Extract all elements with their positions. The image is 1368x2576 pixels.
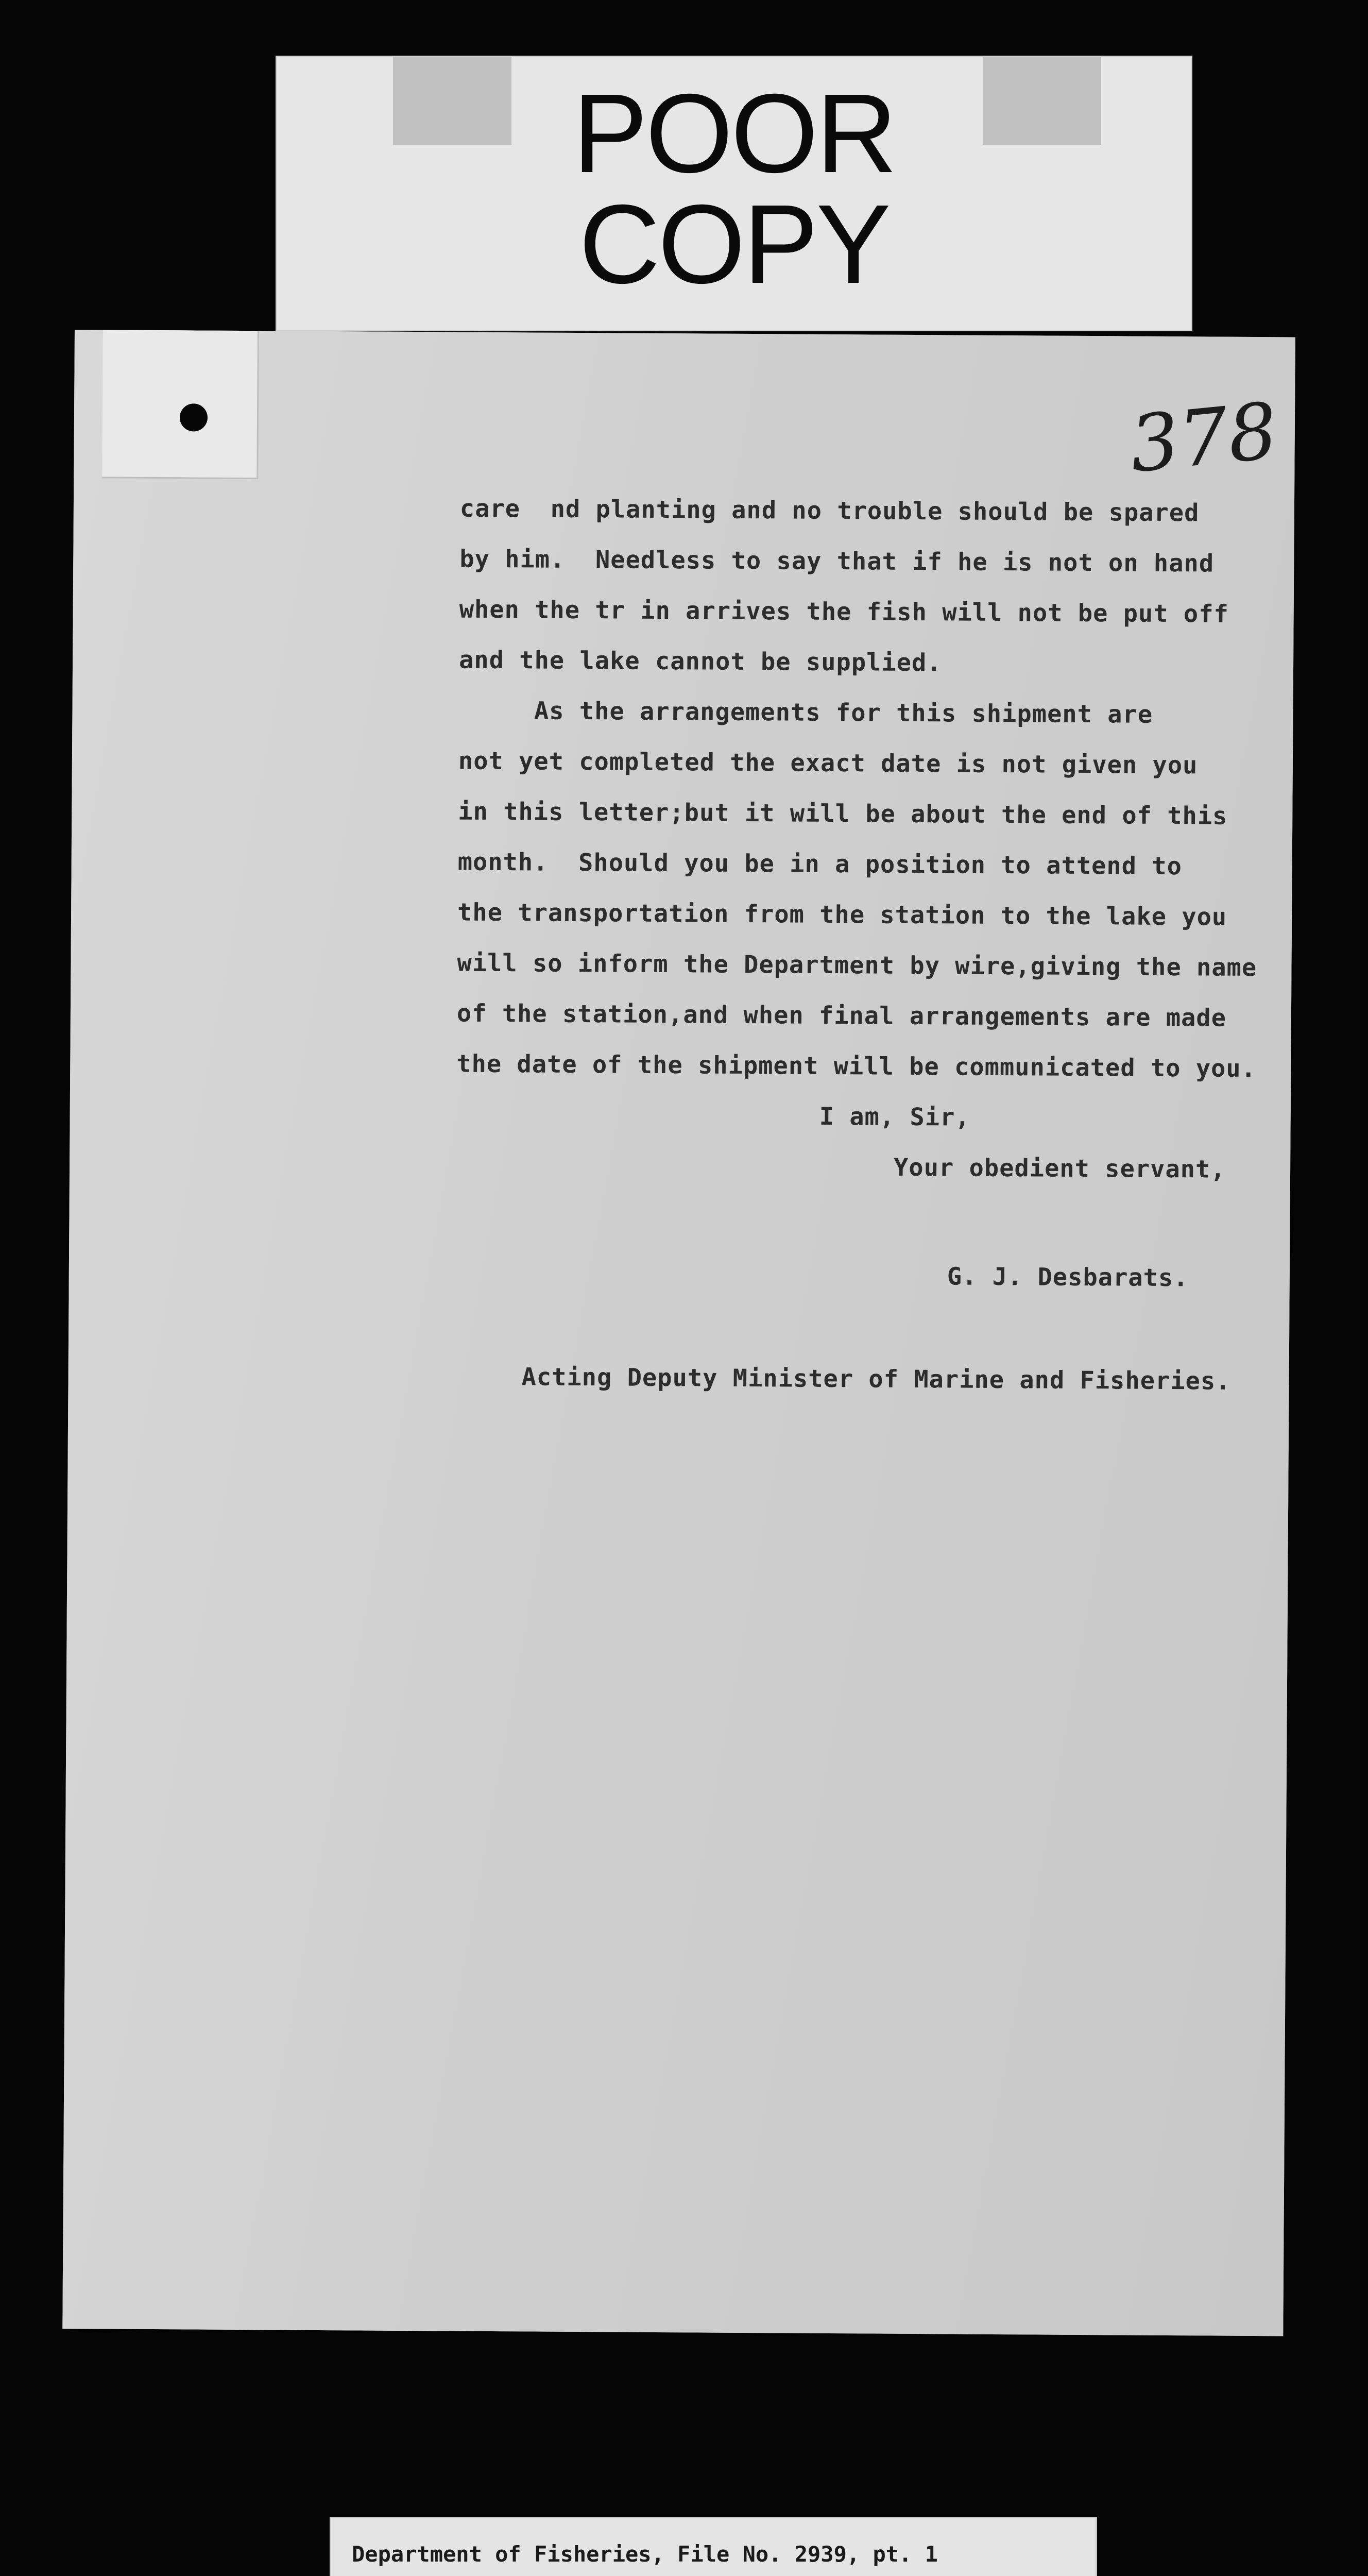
letter-closing: I am, Sir, xyxy=(819,1102,970,1132)
letter-line: the date of the shipment will be communicated to you. xyxy=(456,1049,1257,1083)
poor-copy-line-2: COPY xyxy=(579,182,889,307)
punch-hole xyxy=(180,403,208,431)
letter-line: care nd planting and no trouble should be spared xyxy=(459,494,1200,528)
folio-number: 378 xyxy=(1125,386,1281,490)
letter-page xyxy=(62,330,1295,2336)
poor-copy-label xyxy=(276,56,1192,331)
letter-line: by him. Needless to say that if he is not on hand xyxy=(459,545,1215,578)
poor-copy-line-1: POOR xyxy=(573,71,895,196)
file-reference-label xyxy=(330,2517,1097,2576)
file-reference: Department of Fisheries, File No. 2939, pt. 1 xyxy=(352,2541,938,2567)
letter-line: in this letter;but it will be about the end of this xyxy=(458,797,1228,831)
letter-line: not yet completed the exact date is not given you xyxy=(458,747,1198,780)
letter-line: will so inform the Department by wire,giving the name xyxy=(457,948,1257,982)
letter-line: month. Should you be in a position to attend to xyxy=(457,848,1183,881)
letter-line: when the tr in arrives the fish will not be put off xyxy=(459,595,1229,629)
letter-valediction: Your obedient servant, xyxy=(893,1153,1226,1184)
letter-line: As the arrangements for this shipment are xyxy=(458,696,1153,729)
letter-signature: G. J. Desbarats. xyxy=(947,1262,1189,1293)
letter-line: the transportation from the station to the lake you xyxy=(457,898,1227,931)
letter-line: and the lake cannot be supplied. xyxy=(458,646,942,677)
corner-flap xyxy=(102,330,259,479)
signatory-title: Acting Deputy Minister of Marine and Fisheries. xyxy=(521,1363,1231,1396)
letter-line: of the station,and when final arrangements are made xyxy=(456,999,1227,1032)
